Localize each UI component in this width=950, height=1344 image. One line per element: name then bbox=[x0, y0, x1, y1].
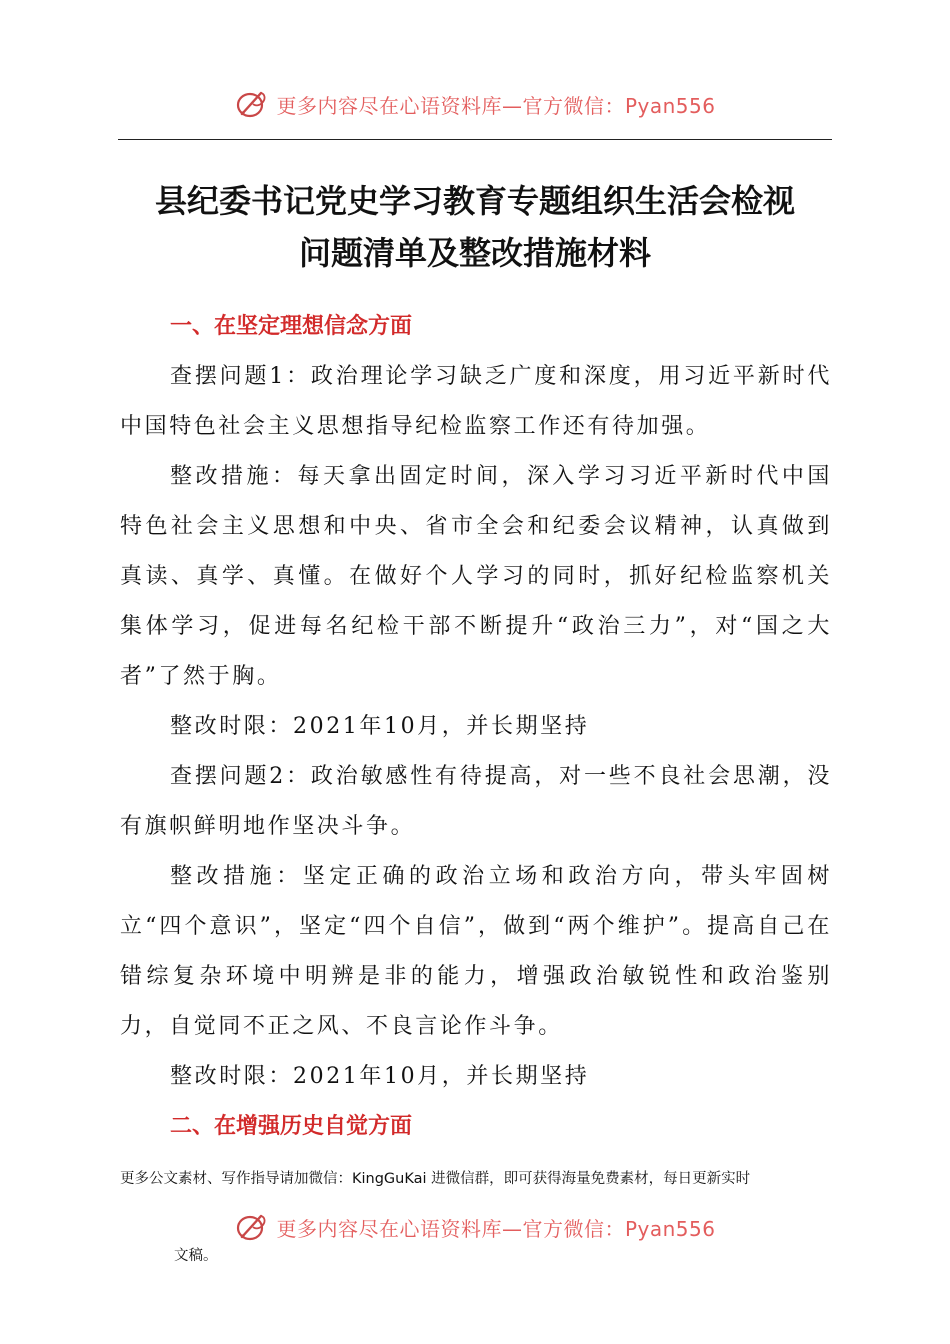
paragraph-problem-2: 查摆问题2：政治敏感性有待提高，对一些不良社会思潮，没有旗帜鲜明地作坚决斗争。 bbox=[120, 764, 832, 839]
document-body bbox=[120, 302, 832, 1152]
title-line-1: 县纪委书记党史学习教育专题组织生活会检视 bbox=[154, 182, 795, 220]
paragraph-measure-2: 整改措施：坚定正确的政治立场和政治方向，带头牢固树立“四个意识”，坚定“四个自信”，做到“两个维护”。提高自己在错综复杂环境中明辨是非的能力，增强政治敏锐性和政治鉴别力，自觉同不正之风、不良言论作斗争。 bbox=[120, 864, 832, 1039]
paragraph-problem-1: 查摆问题1：政治理论学习缺乏广度和深度，用习近平新时代中国特色社会主义思想指导纪检监察工作还有待加强。 bbox=[120, 364, 832, 439]
quill-logo-icon bbox=[234, 1211, 270, 1243]
paragraph-deadline-2: 整改时限：2021年10月，并长期坚持 bbox=[170, 1064, 590, 1089]
watermark-text: 更多内容尽在心语资料库—官方微信：Pyan556 bbox=[276, 1216, 716, 1241]
footer-note: 更多公文素材、写作指导请加微信：KingGuKai 进微信群，即可获得海量免费素材，每日更新实时 bbox=[120, 1171, 751, 1187]
footer-watermark bbox=[0, 1207, 950, 1247]
title-line-2: 问题清单及整改措施材料 bbox=[298, 234, 651, 272]
paragraph-deadline-1: 整改时限：2021年10月，并长期坚持 bbox=[170, 714, 590, 739]
document-title bbox=[110, 175, 840, 279]
footer-note-tail: 文稿。 bbox=[174, 1248, 218, 1264]
quill-logo-icon bbox=[234, 88, 270, 120]
watermark-text: 更多内容尽在心语资料库—官方微信：Pyan556 bbox=[276, 93, 716, 118]
paragraph-measure-1: 整改措施：每天拿出固定时间，深入学习习近平新时代中国特色社会主义思想和中央、省市全会和纪委会议精神，认真做到真读、真学、真懂。在做好个人学习的同时，抓好纪检监察机关集体学习，促进每名纪检干部不断提升“政治三力”，对“国之大者”了然于胸。 bbox=[120, 464, 832, 689]
header-watermark bbox=[0, 84, 950, 124]
section-heading-1: 一、在坚定理想信念方面 bbox=[170, 314, 413, 339]
header-divider bbox=[118, 139, 832, 140]
section-heading-2: 二、在增强历史自觉方面 bbox=[170, 1114, 413, 1139]
